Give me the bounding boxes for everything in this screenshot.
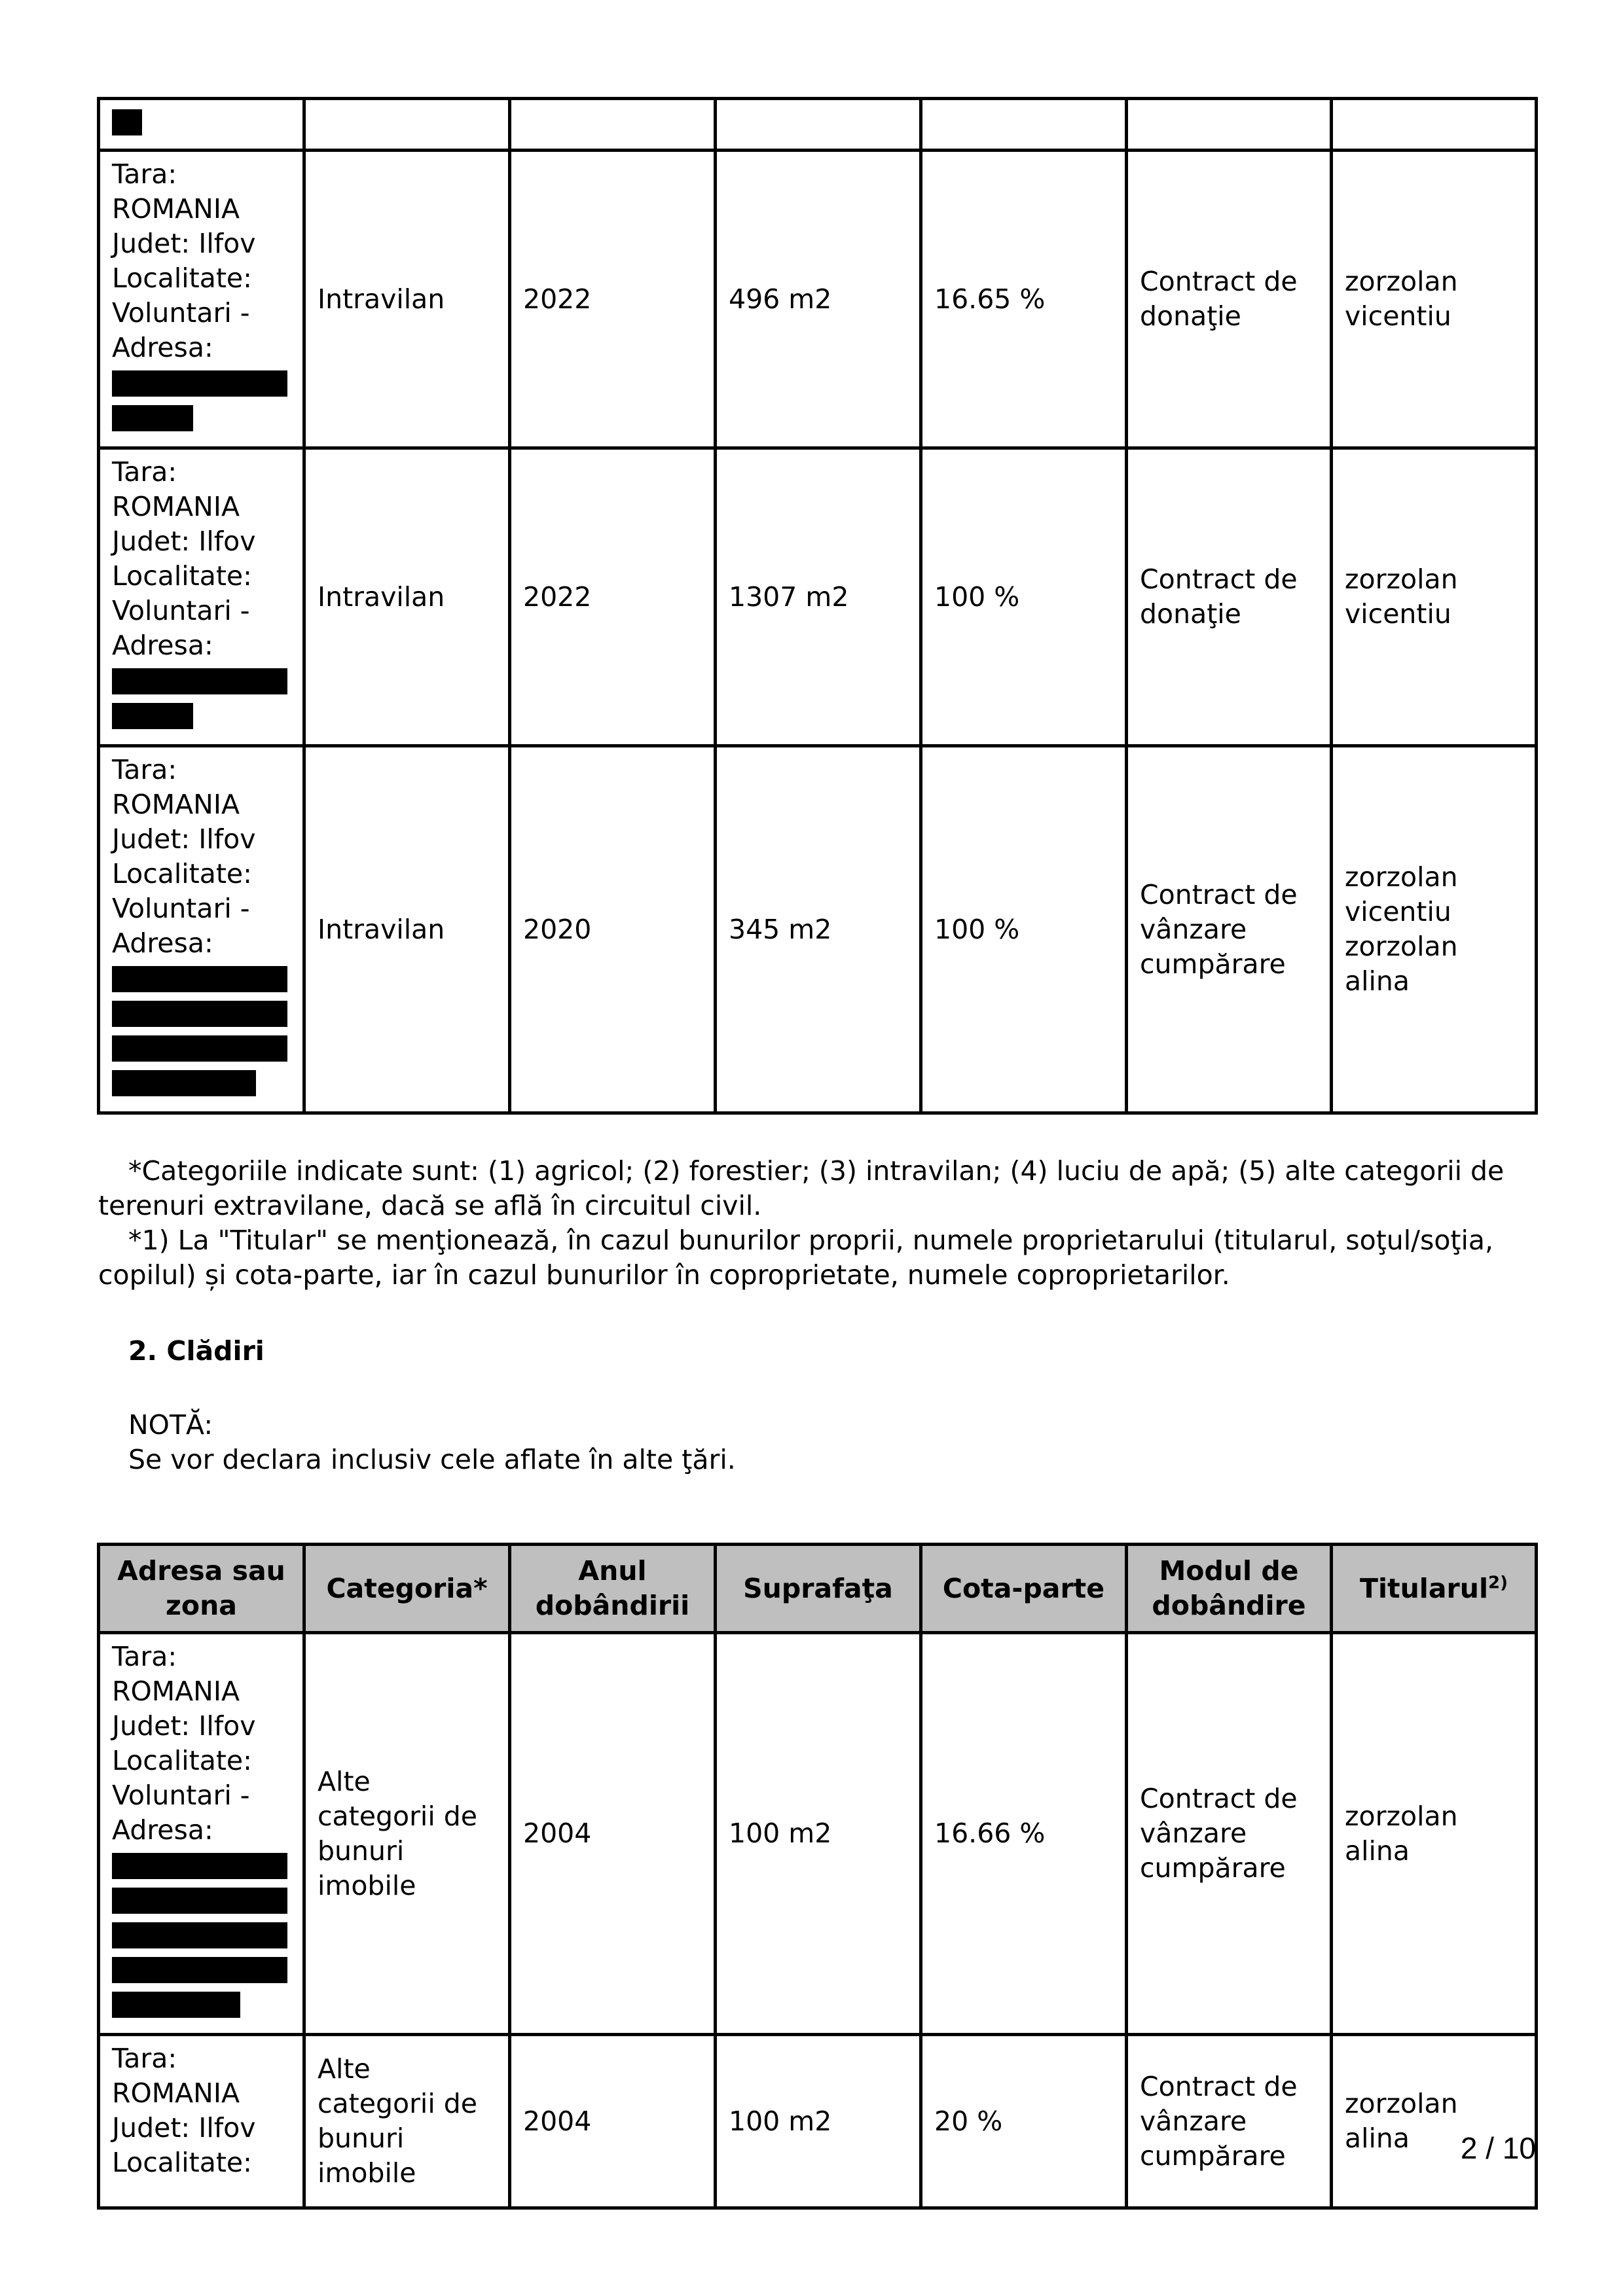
address-line: Voluntari -: [112, 595, 250, 626]
header-anul: Anul dobândirii: [510, 1545, 716, 1633]
empty-cell: [510, 99, 716, 151]
header-modul: Modul de dobândire: [1127, 1545, 1332, 1633]
header-suprafata: Suprafaţa: [716, 1545, 921, 1633]
section-heading: 2. Clădiri: [128, 1335, 264, 1367]
address-line: Adresa:: [112, 332, 213, 363]
modul-cell: Contract de donaţie: [1127, 448, 1332, 746]
cota-cell: 20 %: [921, 2035, 1127, 2208]
table-row: [99, 746, 1537, 1113]
address-line: Localitate:: [112, 2147, 252, 2178]
table-row: [99, 2035, 1537, 2208]
titular-cell: zorzolan alina: [1332, 1633, 1537, 2035]
redaction-block: [112, 1070, 256, 1096]
table-notes: [98, 1154, 1535, 1293]
categoria-cell: Alte categorii de bunuri imobile: [304, 2035, 510, 2208]
cota-cell: 100 %: [921, 448, 1127, 746]
anul-cell: 2004: [510, 1633, 716, 2035]
header-titular-footnote: 2): [1488, 1572, 1508, 1592]
table-row-continued: [99, 99, 1537, 151]
address-line: ROMANIA: [112, 491, 240, 522]
address-line: Tara:: [112, 754, 177, 785]
empty-cell: [304, 99, 510, 151]
redaction-block: [112, 1957, 287, 1983]
nota-text: Se vor declara inclusiv cele aflate în alte ţări.: [128, 1444, 736, 1475]
address-line: Adresa:: [112, 1814, 213, 1846]
redaction-block: [112, 1922, 287, 1948]
address-line: Localitate:: [112, 262, 252, 294]
titular-cell: zorzolan vicentiu zorzolan alina: [1332, 746, 1537, 1113]
table-row: [99, 151, 1537, 448]
address-line: Voluntari -: [112, 1780, 250, 1811]
titular-cell: zorzolan vicentiu: [1332, 151, 1537, 448]
address-line: Tara:: [112, 158, 177, 190]
header-adresa: Adresa sau zona: [99, 1545, 304, 1633]
modul-cell: Contract de donaţie: [1127, 151, 1332, 448]
address-line: Localitate:: [112, 560, 252, 592]
nota-label: NOTĂ:: [128, 1409, 213, 1441]
categoria-cell: Intravilan: [304, 151, 510, 448]
address-line: Voluntari -: [112, 297, 250, 329]
empty-cell: [716, 99, 921, 151]
address-cell: [99, 2035, 304, 2208]
suprafata-cell: 345 m2: [716, 746, 921, 1113]
redaction-block: [112, 1001, 287, 1027]
address-line: Localitate:: [112, 1745, 252, 1776]
empty-cell: [1127, 99, 1332, 151]
empty-cell: [1332, 99, 1537, 151]
header-cota: Cota-parte: [921, 1545, 1127, 1633]
suprafata-cell: 496 m2: [716, 151, 921, 448]
redaction-block: [112, 1888, 287, 1914]
header-categoria: Categoria*: [304, 1545, 510, 1633]
titular-cell: zorzolan vicentiu: [1332, 448, 1537, 746]
redaction-block: [112, 1035, 287, 1062]
buildings-table: [97, 1543, 1538, 2210]
cota-cell: 16.66 %: [921, 1633, 1127, 2035]
table-row: [99, 448, 1537, 746]
redaction-block: [112, 668, 287, 694]
land-table: [97, 97, 1538, 1115]
note-categorii: *Categoriile indicate sunt: (1) agricol; (2) forestier; (3) intravilan; (4) luciu de apă; (5) alte categorii de terenuri extravilane, dacă se află în circuitul civil.: [98, 1155, 1504, 1221]
suprafata-cell: 1307 m2: [716, 448, 921, 746]
redaction-block: [112, 1853, 287, 1879]
suprafata-cell: 100 m2: [716, 1633, 921, 2035]
redacted-cell: [99, 99, 304, 151]
header-titular-label: Titularul: [1360, 1572, 1488, 1604]
address-line: Judet: Ilfov: [112, 2112, 256, 2144]
categoria-cell: Alte categorii de bunuri imobile: [304, 1633, 510, 2035]
address-line: Adresa:: [112, 630, 213, 661]
note-titular: *1) La "Titular" se menţionează, în cazul bunurilor proprii, numele proprietarului (titularul, soţul/soţia, copilul) și cota-parte, iar în cazul bunurilor în coproprietate, numele coproprietarilor.: [98, 1225, 1494, 1291]
cota-cell: 16.65 %: [921, 151, 1127, 448]
empty-cell: [921, 99, 1127, 151]
anul-cell: 2004: [510, 2035, 716, 2208]
redaction-block: [112, 703, 193, 729]
address-line: Judet: Ilfov: [112, 526, 256, 557]
address-line: ROMANIA: [112, 2077, 240, 2109]
titular-cell: zorzolan alina: [1332, 2035, 1537, 2208]
address-cell: [99, 746, 304, 1113]
address-line: Judet: Ilfov: [112, 228, 256, 259]
modul-cell: Contract de vânzare cumpărare: [1127, 2035, 1332, 2208]
address-line: ROMANIA: [112, 789, 240, 820]
anul-cell: 2020: [510, 746, 716, 1113]
redaction-block: [112, 370, 287, 397]
cota-cell: 100 %: [921, 746, 1127, 1113]
table-row: [99, 1633, 1537, 2035]
redaction-block: [112, 1992, 240, 2018]
address-line: Tara:: [112, 1641, 177, 1672]
address-cell: [99, 1633, 304, 2035]
page-number: 2 / 10: [1460, 2131, 1536, 2165]
address-line: Voluntari -: [112, 893, 250, 924]
anul-cell: 2022: [510, 151, 716, 448]
address-line: Adresa:: [112, 927, 213, 959]
categoria-cell: Intravilan: [304, 448, 510, 746]
address-line: Localitate:: [112, 858, 252, 889]
categoria-cell: Intravilan: [304, 746, 510, 1113]
modul-cell: Contract de vânzare cumpărare: [1127, 746, 1332, 1113]
address-line: Judet: Ilfov: [112, 1710, 256, 1742]
redaction-block: [112, 405, 193, 431]
suprafata-cell: 100 m2: [716, 2035, 921, 2208]
header-titular: [1332, 1545, 1537, 1633]
address-cell: [99, 448, 304, 746]
table-header-row: [99, 1545, 1537, 1633]
address-line: ROMANIA: [112, 193, 240, 224]
address-line: Tara:: [112, 2043, 177, 2074]
address-cell: [99, 151, 304, 448]
redaction-block: [112, 966, 287, 992]
redaction-block: [112, 109, 142, 135]
modul-cell: Contract de vânzare cumpărare: [1127, 1633, 1332, 2035]
address-line: Tara:: [112, 456, 177, 488]
address-line: Judet: Ilfov: [112, 823, 256, 855]
address-line: ROMANIA: [112, 1676, 240, 1707]
anul-cell: 2022: [510, 448, 716, 746]
